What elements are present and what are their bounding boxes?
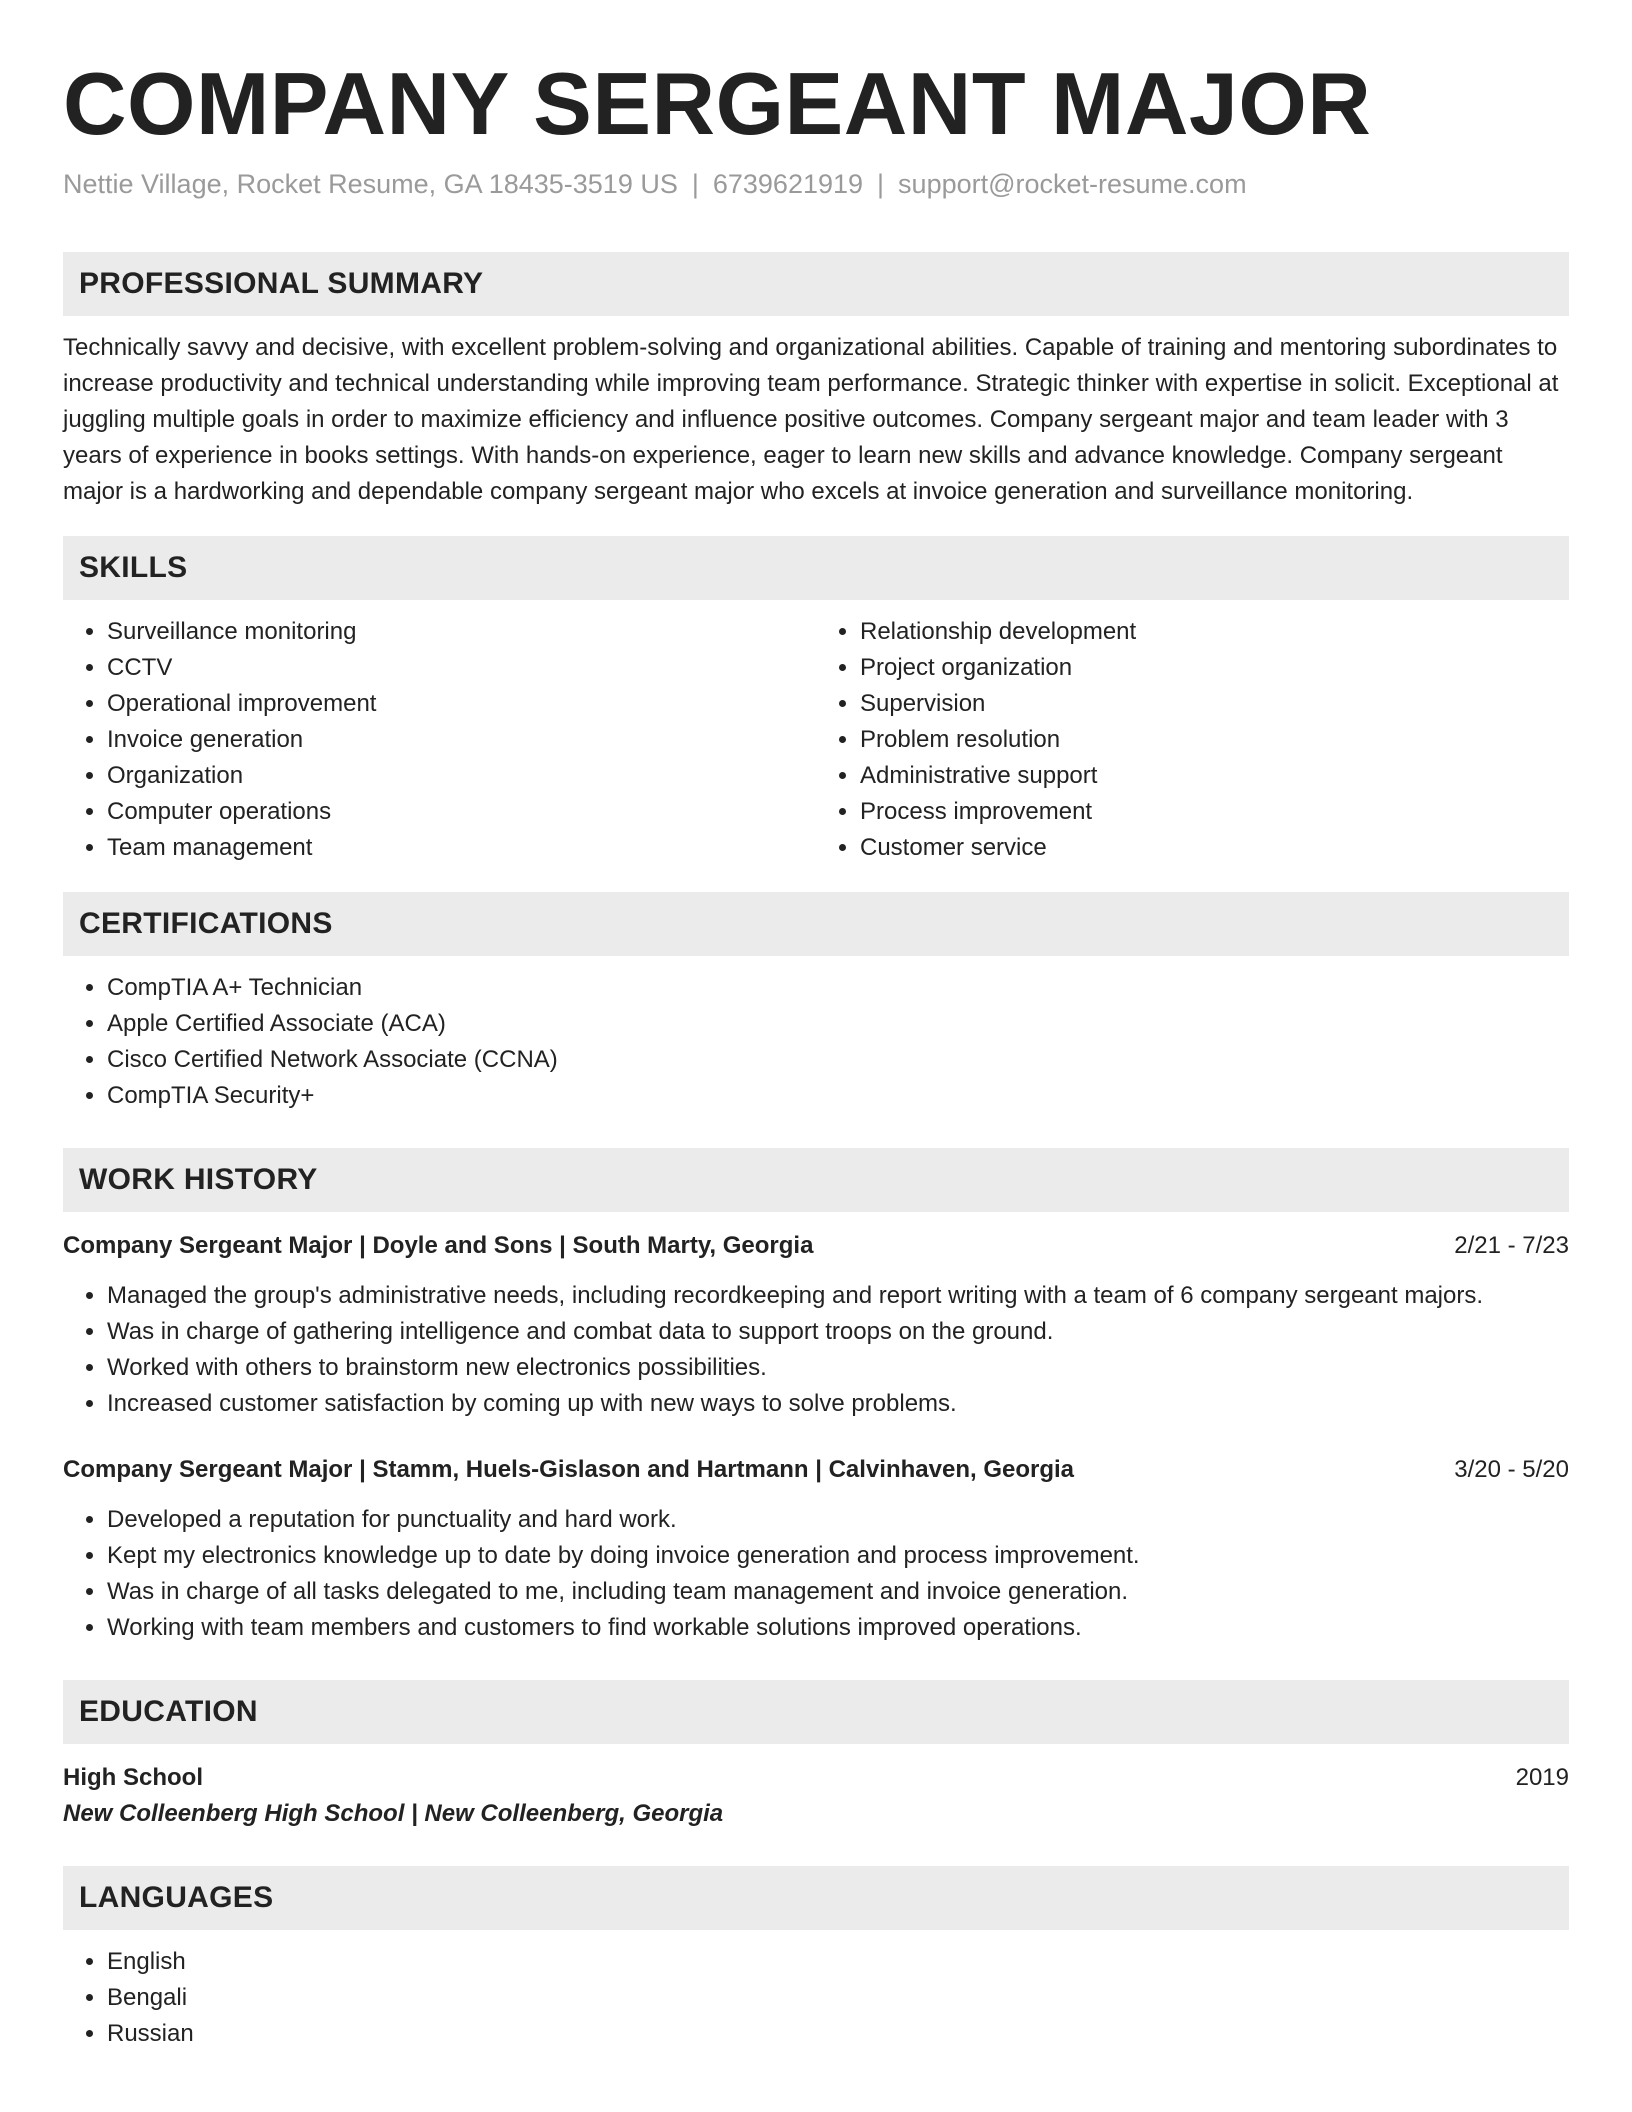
- certification-item: • Apple Certified Associate (ACA): [107, 1006, 1569, 1042]
- contact-separator: |: [877, 169, 885, 199]
- skill-item: • Project organization: [860, 650, 1569, 686]
- section-heading-certifications: CERTIFICATIONS: [63, 892, 1569, 956]
- language-item: • Bengali: [107, 1980, 1569, 2016]
- job-bullet: • Worked with others to brainstorm new electronics possibilities.: [107, 1350, 1569, 1386]
- education-school: New Colleenberg High School | New Colleenberg, Georgia: [63, 1800, 724, 1827]
- skills-grid: [63, 614, 1569, 866]
- skills-list-left: [63, 614, 816, 866]
- candidate-name: COMPANY SERGEANT MAJOR: [63, 54, 1372, 153]
- section-heading-work-history: WORK HISTORY: [63, 1148, 1569, 1212]
- job-bullet: • Was in charge of gathering intelligence and combat data to support troops on the ground.: [107, 1314, 1569, 1350]
- section-heading-summary: PROFESSIONAL SUMMARY: [63, 252, 1569, 316]
- job-bullets: [63, 1278, 1569, 1422]
- languages-list: [63, 1944, 1569, 2052]
- skill-item: • Administrative support: [860, 758, 1569, 794]
- job-bullets: [63, 1502, 1569, 1646]
- contact-phone: 6739621919: [712, 169, 864, 199]
- certification-item: • Cisco Certified Network Associate (CCNA): [107, 1042, 1569, 1078]
- skill-item: • Problem resolution: [860, 722, 1569, 758]
- job-bullet: • Working with team members and customers to find workable solutions improved operations.: [107, 1610, 1569, 1646]
- skill-item: • Surveillance monitoring: [107, 614, 816, 650]
- job-bullet: • Kept my electronics knowledge up to date by doing invoice generation and process improvement.: [107, 1538, 1569, 1574]
- skill-item: • Relationship development: [860, 614, 1569, 650]
- education-header: [63, 1760, 1569, 1796]
- job-title: Company Sergeant Major | Stamm, Huels-Gislason and Hartmann | Calvinhaven, Georgia: [63, 1456, 1075, 1483]
- skills-list-right: [816, 614, 1569, 866]
- job-header: [63, 1228, 1569, 1264]
- contact-email: support@rocket-resume.com: [898, 169, 1247, 199]
- job-title: Company Sergeant Major | Doyle and Sons | South Marty, Georgia: [63, 1232, 814, 1259]
- language-item: • Russian: [107, 2016, 1569, 2052]
- contact-line: [63, 166, 1569, 202]
- skill-item: • Process improvement: [860, 794, 1569, 830]
- contact-address: Nettie Village, Rocket Resume, GA 18435-3519 US: [63, 169, 678, 199]
- skill-item: • Organization: [107, 758, 816, 794]
- summary-text: Technically savvy and decisive, with excellent problem-solving and organizational abilities. Capable of training and mentoring subordinates to increase productivity and technical understanding while improving team performance. Strategic thinker with expertise in solicit. Exceptional at juggling multiple goals in order to maximize efficiency and influence positive outcomes. Company sergeant major and team leader with 3 years of experience in books settings. With hands-on experience, eager to learn new skills and advance knowledge. Company sergeant major is a hardworking and dependable company sergeant major who excels at invoice generation and surveillance monitoring.: [63, 334, 1559, 505]
- job-bullet: • Increased customer satisfaction by coming up with new ways to solve problems.: [107, 1386, 1569, 1422]
- job-bullet: • Managed the group's administrative needs, including recordkeeping and report writing with a team of 6 company sergeant majors.: [107, 1278, 1569, 1314]
- skill-item: • Supervision: [860, 686, 1569, 722]
- skill-item: • CCTV: [107, 650, 816, 686]
- section-heading-languages: LANGUAGES: [63, 1866, 1569, 1930]
- education-year: 2019: [1515, 1764, 1569, 1791]
- skill-item: • Invoice generation: [107, 722, 816, 758]
- section-heading-skills: SKILLS: [63, 536, 1569, 600]
- job-bullet: • Developed a reputation for punctuality and hard work.: [107, 1502, 1569, 1538]
- certifications-list: [63, 970, 1569, 1114]
- job-header: [63, 1452, 1569, 1488]
- skill-item: • Computer operations: [107, 794, 816, 830]
- section-heading-education: EDUCATION: [63, 1680, 1569, 1744]
- certification-item: • CompTIA A+ Technician: [107, 970, 1569, 1006]
- job-dates: 2/21 - 7/23: [1454, 1232, 1569, 1259]
- education-degree: High School: [63, 1764, 203, 1791]
- job-bullet: • Was in charge of all tasks delegated to me, including team management and invoice generation.: [107, 1574, 1569, 1610]
- skill-item: • Operational improvement: [107, 686, 816, 722]
- skill-item: • Customer service: [860, 830, 1569, 866]
- job-dates: 3/20 - 5/20: [1454, 1456, 1569, 1483]
- contact-separator: |: [691, 169, 699, 199]
- language-item: • English: [107, 1944, 1569, 1980]
- skill-item: • Team management: [107, 830, 816, 866]
- certification-item: • CompTIA Security+: [107, 1078, 1569, 1114]
